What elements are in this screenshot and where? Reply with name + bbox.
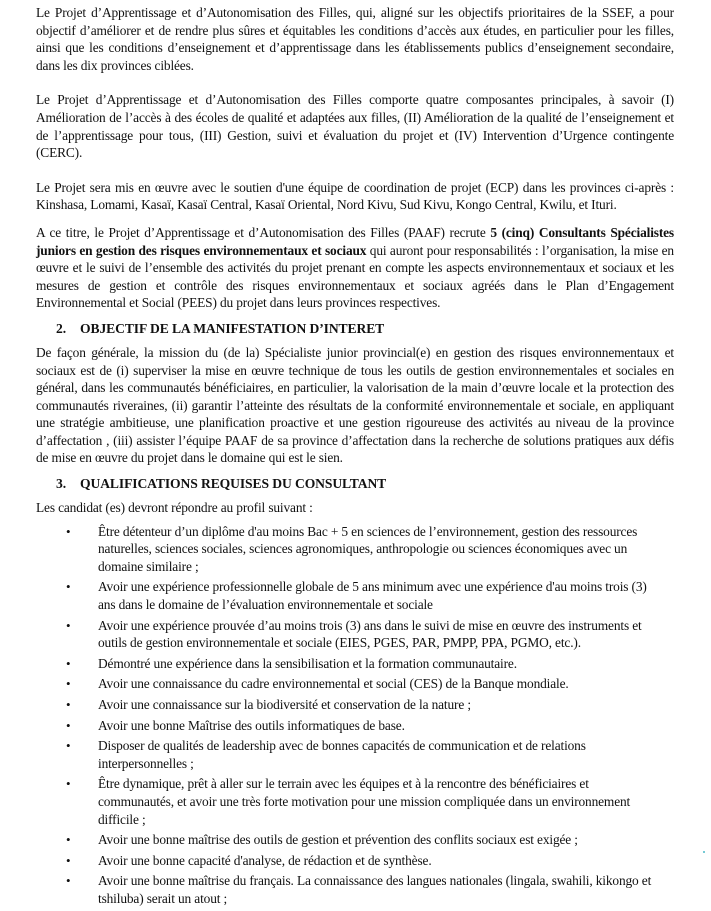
list-item (36, 872, 674, 907)
section-heading-qualifications (36, 475, 674, 493)
list-item-text: Avoir une connaissance sur la biodiversité et conservation de la nature ; (98, 697, 471, 712)
paragraph-project-components: Le Projet d’Apprentissage et d’Autonomisation des Filles comporte quatre composantes principales, à savoir (I) Amélioration de l’accès à des écoles de qualité et adaptées aux filles, (II) Amélioration de la qualité de l’enseignement et de l’apprentissage pour tous, (III) Gestion, suivi et évaluation du projet et (IV) Intervention d’Urgence contingente (CERC). (36, 92, 674, 161)
bullet-icon: • (66, 617, 71, 633)
list-item (36, 737, 674, 772)
bullet-icon: • (66, 738, 71, 754)
recruitment-text-end: qui auront pour responsabilités : l’organisation, la mise en œuvre et le suivi de l’ensemble des activités du projet prenant en compte les aspects environnementaux et sociaux et les mesures de gestion et contrôle des risques environnementaux et sociaux agréés dans le Plan d’Engagement Environnemental et Social (PEES) du projet dans leurs provinces respectives. (36, 242, 674, 311)
bullet-icon: • (66, 655, 71, 671)
list-item (36, 617, 674, 652)
list-item-text: Avoir une expérience professionnelle globale de 5 ans minimum avec une expérience d'au moins trois (3) ans dans le domaine de l’évaluation environnementale et sociale (98, 579, 647, 613)
paragraph-recruitment (36, 224, 674, 312)
bullet-icon: • (66, 579, 71, 595)
list-item-text: Avoir une bonne maîtrise des outils de gestion et prévention des conflits sociaux est exigée ; (98, 832, 578, 848)
list-item (36, 523, 674, 576)
list-item (36, 852, 674, 870)
scan-artifact (703, 851, 705, 853)
list-item-text: Avoir une bonne Maîtrise des outils informatiques de base. (98, 717, 405, 733)
paragraph-project-objective: Le Projet d’Apprentissage et d’Autonomisation des Filles, qui, aligné sur les objectifs prioritaires de la SSEF, a pour objectif d’améliorer et de rendre plus sûres et équitables les conditions d’accès aux études, en particulier pour les filles, ainsi que les conditions d’enseignement et d’apprentissage dans les établissements publics d’enseignement secondaire, dans les dix provinces ciblées. (36, 5, 674, 73)
bullet-icon: • (66, 523, 71, 539)
bullet-icon: • (66, 697, 71, 712)
paragraph-project-provinces: Le Projet sera mis en œuvre avec le soutien d'une équipe de coordination de projet (ECP) dans les provinces ci-après : Kinshasa, Lomami, Kasaï, Kasaï Central, Kasaï Oriental, Nord Kivu, Sud Kivu, Kongo Central, Kwilu, et Ituri. (36, 179, 674, 213)
recruitment-text-start: A ce titre, le Projet d’Apprentissage et d’Autonomisation des Filles (PAAF) recrute (36, 224, 491, 240)
list-item (36, 675, 674, 693)
list-item (36, 696, 674, 714)
qualifications-intro: Les candidat (es) devront répondre au profil suivant : (36, 500, 313, 516)
section-number: 2. (56, 320, 66, 336)
bullet-icon: • (66, 873, 71, 889)
list-item-text: Avoir une expérience prouvée d’au moins trois (3) ans dans le suivi de mise en œuvre des instruments et outils de gestion environnementale et sociale (EIES, PGES, PAR, PMPP, PPA, PGMO, etc.). (98, 617, 642, 651)
recruitment-positions-bold: 5 (cinq) Consultants Spécialistes juniors en gestion des risques environnementaux et sociaux (36, 224, 674, 258)
paragraph-mission: De façon générale, la mission du (de la) Spécialiste junior provincial(e) en gestion des risques environnementaux et sociaux est de (i) superviser la mise en œuvre technique de tous les outils de gestion environnementales et sociales en général, dans les communautés bénéficiaires, en particulier, la valorisation de la main d’œuvre locale et la protection des communautés riveraines, (ii) garantir l’atteinte des résultats de la conformité environnementale et sociale, en appliquant une stratégie ambitieuse, une planification proactive et une gestion rigoureuse des activités au niveau de la province d’affectation , (iii) assister l’équipe PAAF de sa province d’affectation dans la recherche de solutions pratiques aux défis de mise en œuvre du projet dans le domaine qui est le sien. (36, 344, 674, 466)
bullet-icon: • (66, 852, 71, 868)
list-item-text: Avoir une connaissance du cadre environnemental et social (CES) de la Banque mondiale. (98, 676, 569, 692)
bullet-icon: • (66, 776, 71, 792)
list-item-text: Avoir une bonne maîtrise du français. La connaissance des langues nationales (lingala, swahili, kikongo et tshiluba) serait un atout ; (98, 873, 652, 906)
bullet-icon: • (66, 832, 71, 848)
list-item (36, 717, 674, 735)
section-heading-objective (36, 320, 674, 338)
section-title: OBJECTIF DE LA MANIFESTATION D’INTERET (80, 320, 385, 336)
bullet-icon: • (66, 717, 71, 733)
list-item-text: Avoir une bonne capacité d'analyse, de rédaction et de synthèse. (98, 852, 432, 868)
list-item (36, 831, 674, 849)
bullet-icon: • (66, 676, 71, 692)
document-page (36, 4, 674, 911)
section-number: 3. (56, 476, 66, 492)
list-item (36, 578, 674, 613)
list-item-text: Être dynamique, prêt à aller sur le terrain avec les équipes et à la rencontre des bénéficiaires et communautés, et avoir une très forte motivation pour une mission compliquée dans un environnement difficile ; (98, 776, 631, 827)
list-item-text: Démontré une expérience dans la sensibilisation et la formation communautaire. (98, 655, 517, 671)
list-item (36, 775, 674, 828)
list-item-text: Être détenteur d’un diplôme d'au moins Bac + 5 en sciences de l’environnement, gestion des ressources naturelles, sciences sociales, sciences agronomiques, anthropologie ou sciences économiques avec un domaine similaire ; (98, 523, 638, 574)
list-item-text: Disposer de qualités de leadership avec de bonnes capacités de communication et de relations interpersonnelles ; (98, 738, 586, 771)
section-title: QUALIFICATIONS REQUISES DU CONSULTANT (80, 476, 387, 492)
list-item (36, 655, 674, 673)
qualifications-list (36, 523, 674, 908)
